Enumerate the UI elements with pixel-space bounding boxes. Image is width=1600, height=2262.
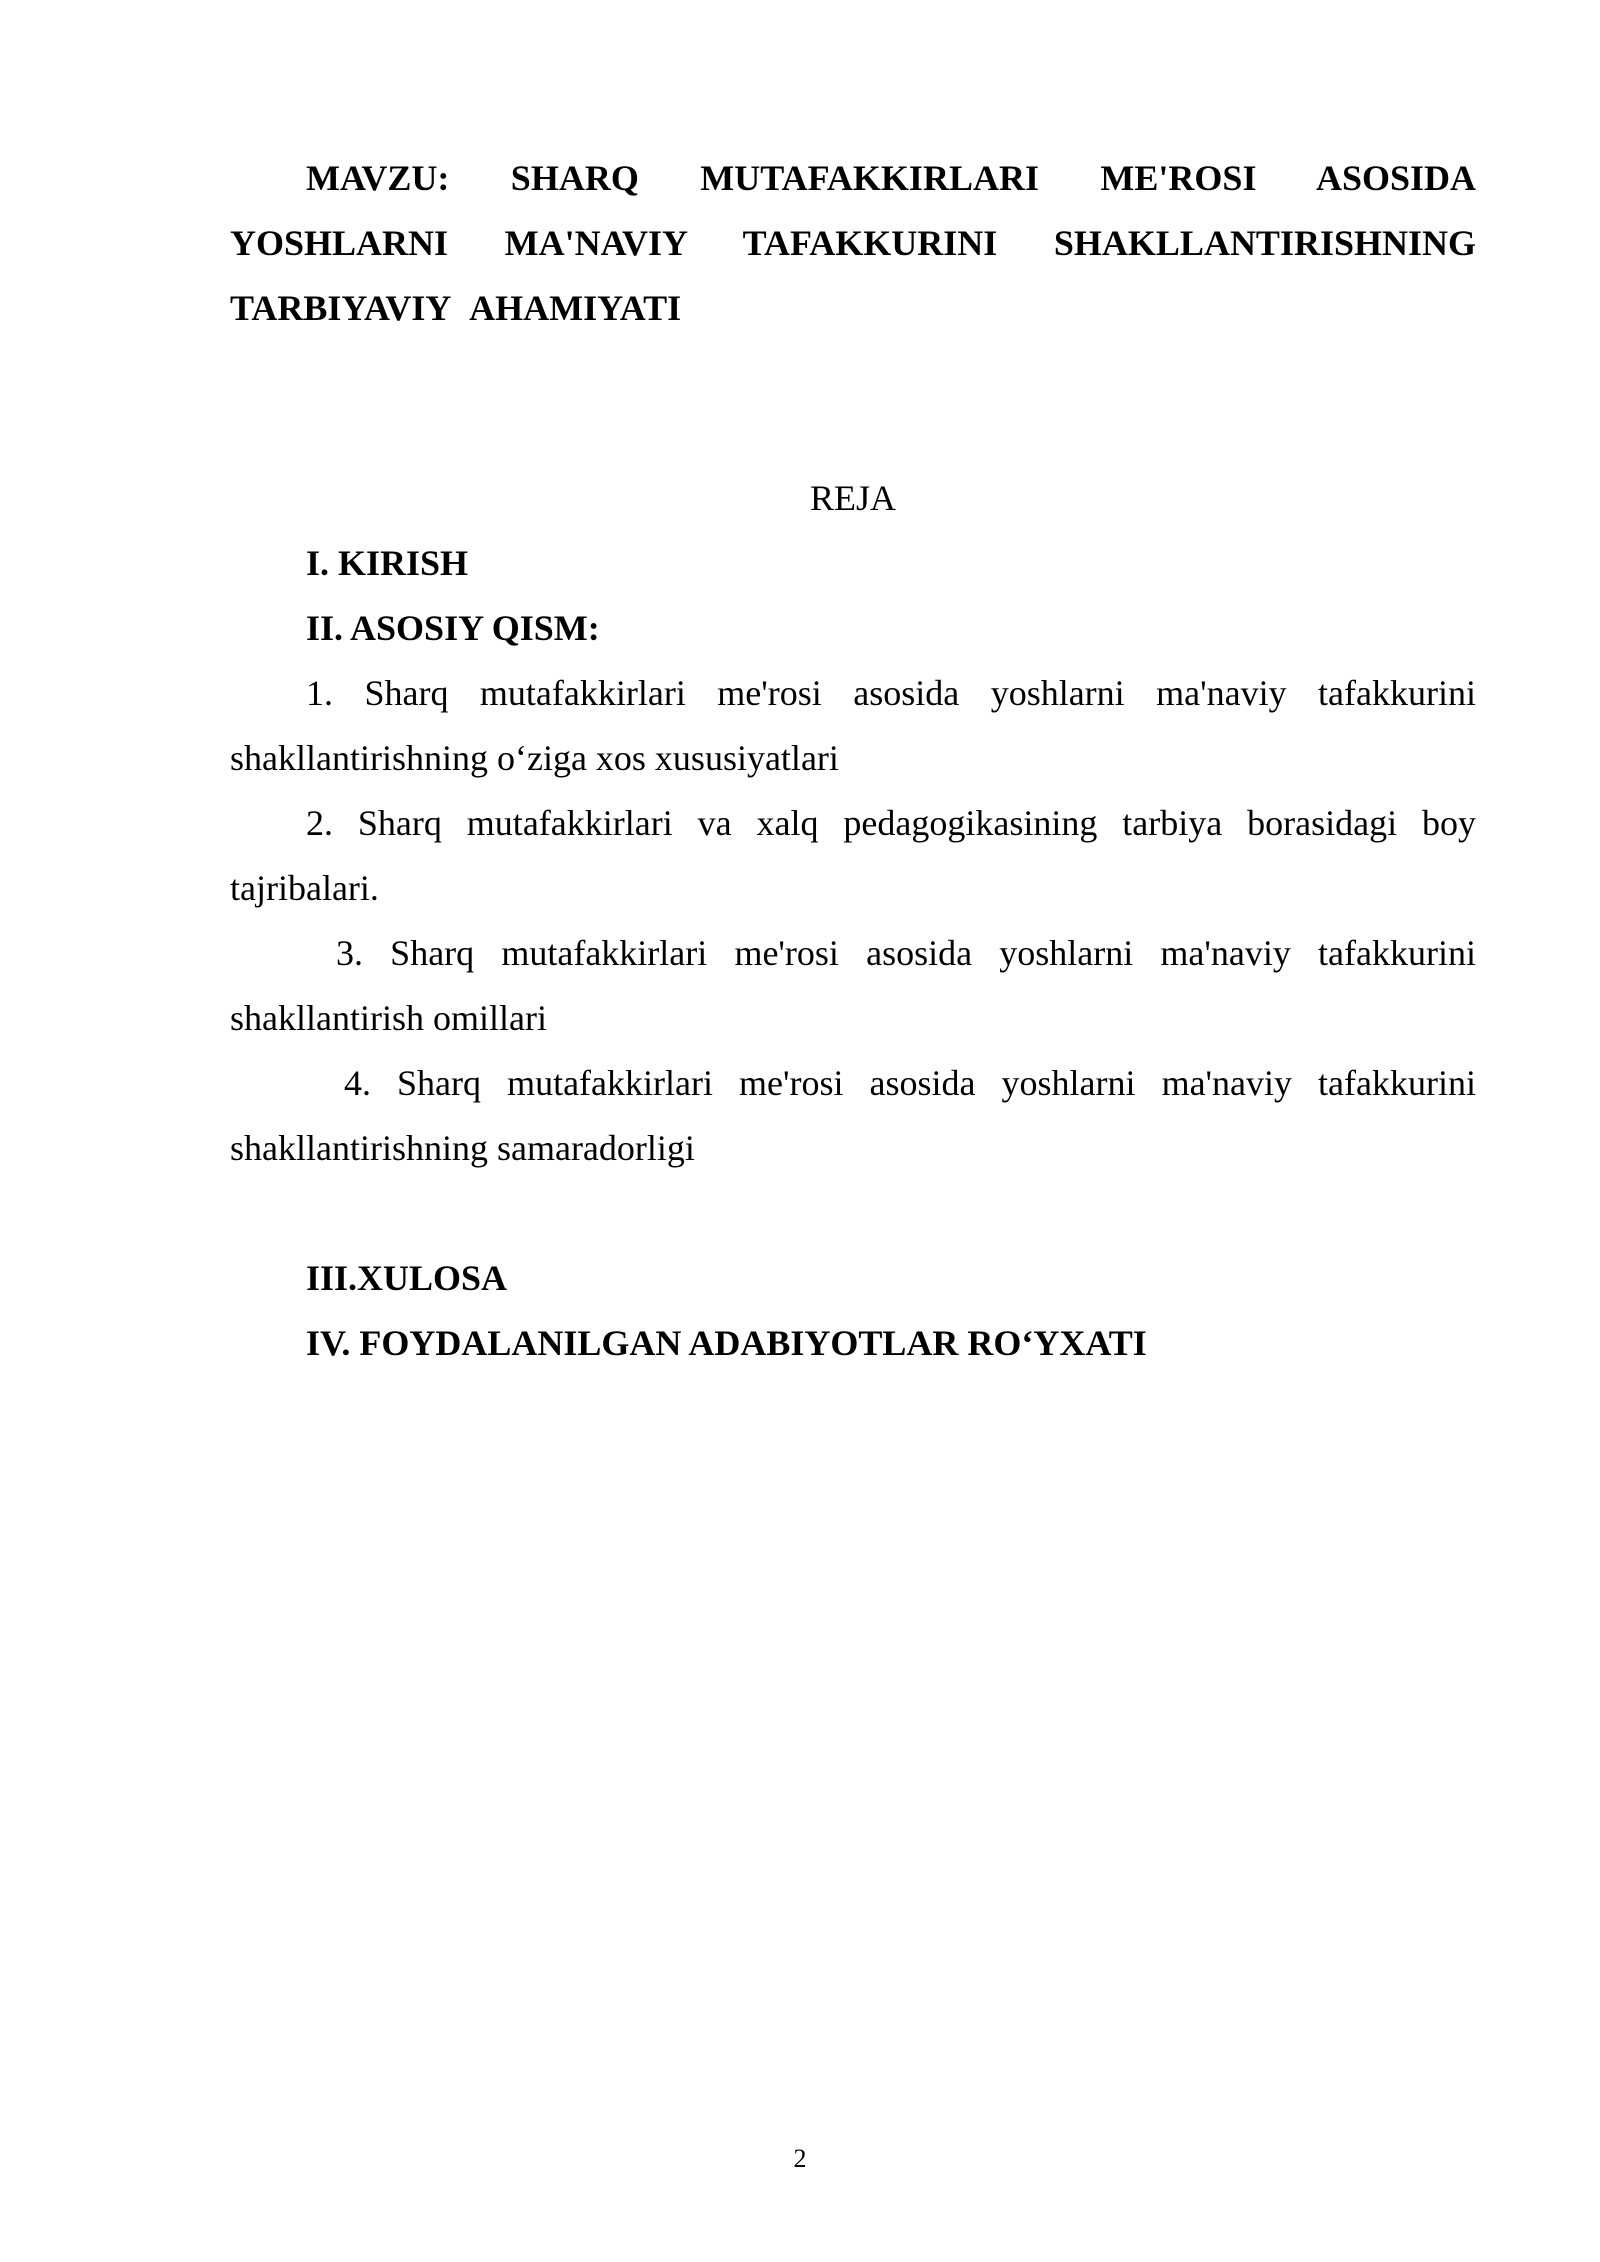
page-content [230, 146, 1476, 1376]
plan-item-1: 1. Sharq mutafakkirlari me'rosi asosida yoshlarni ma'naviy tafakkurini shakllantirishning o‘ziga xos xususiyatlari [230, 673, 1476, 778]
plan-heading: REJA [809, 478, 896, 518]
page-number: 2 [793, 2144, 807, 2173]
plan-item-4: 4. Sharq mutafakkirlari me'rosi asosida yoshlarni ma'naviy tafakkurini shakllantirishning samaradorligi [230, 1063, 1476, 1168]
plan-item-2: 2. Sharq mutafakkirlari va xalq pedagogikasining tarbiya borasidagi boy tajribalari. [230, 803, 1476, 908]
section-intro: I. KIRISH [306, 543, 469, 583]
document-title: MAVZU: SHARQ MUTAFAKKIRLARI ME'ROSI ASOSIDA YOSHLARNI MA'NAVIY TAFAKKURINI SHAKLLANTIRISHNING TARBIYAVIY AHAMIYATI [230, 158, 1476, 328]
plan-item-3: 3. Sharq mutafakkirlari me'rosi asosida yoshlarni ma'naviy tafakkurini shakllantirish omillari [230, 933, 1476, 1038]
section-references: IV. FOYDALANILGAN ADABIYOTLAR RO‘YXATI [306, 1323, 1147, 1363]
section-main: II. ASOSIY QISM: [306, 608, 600, 648]
section-conclusion: III.XULOSA [306, 1258, 508, 1298]
blank-line [230, 1181, 1476, 1246]
